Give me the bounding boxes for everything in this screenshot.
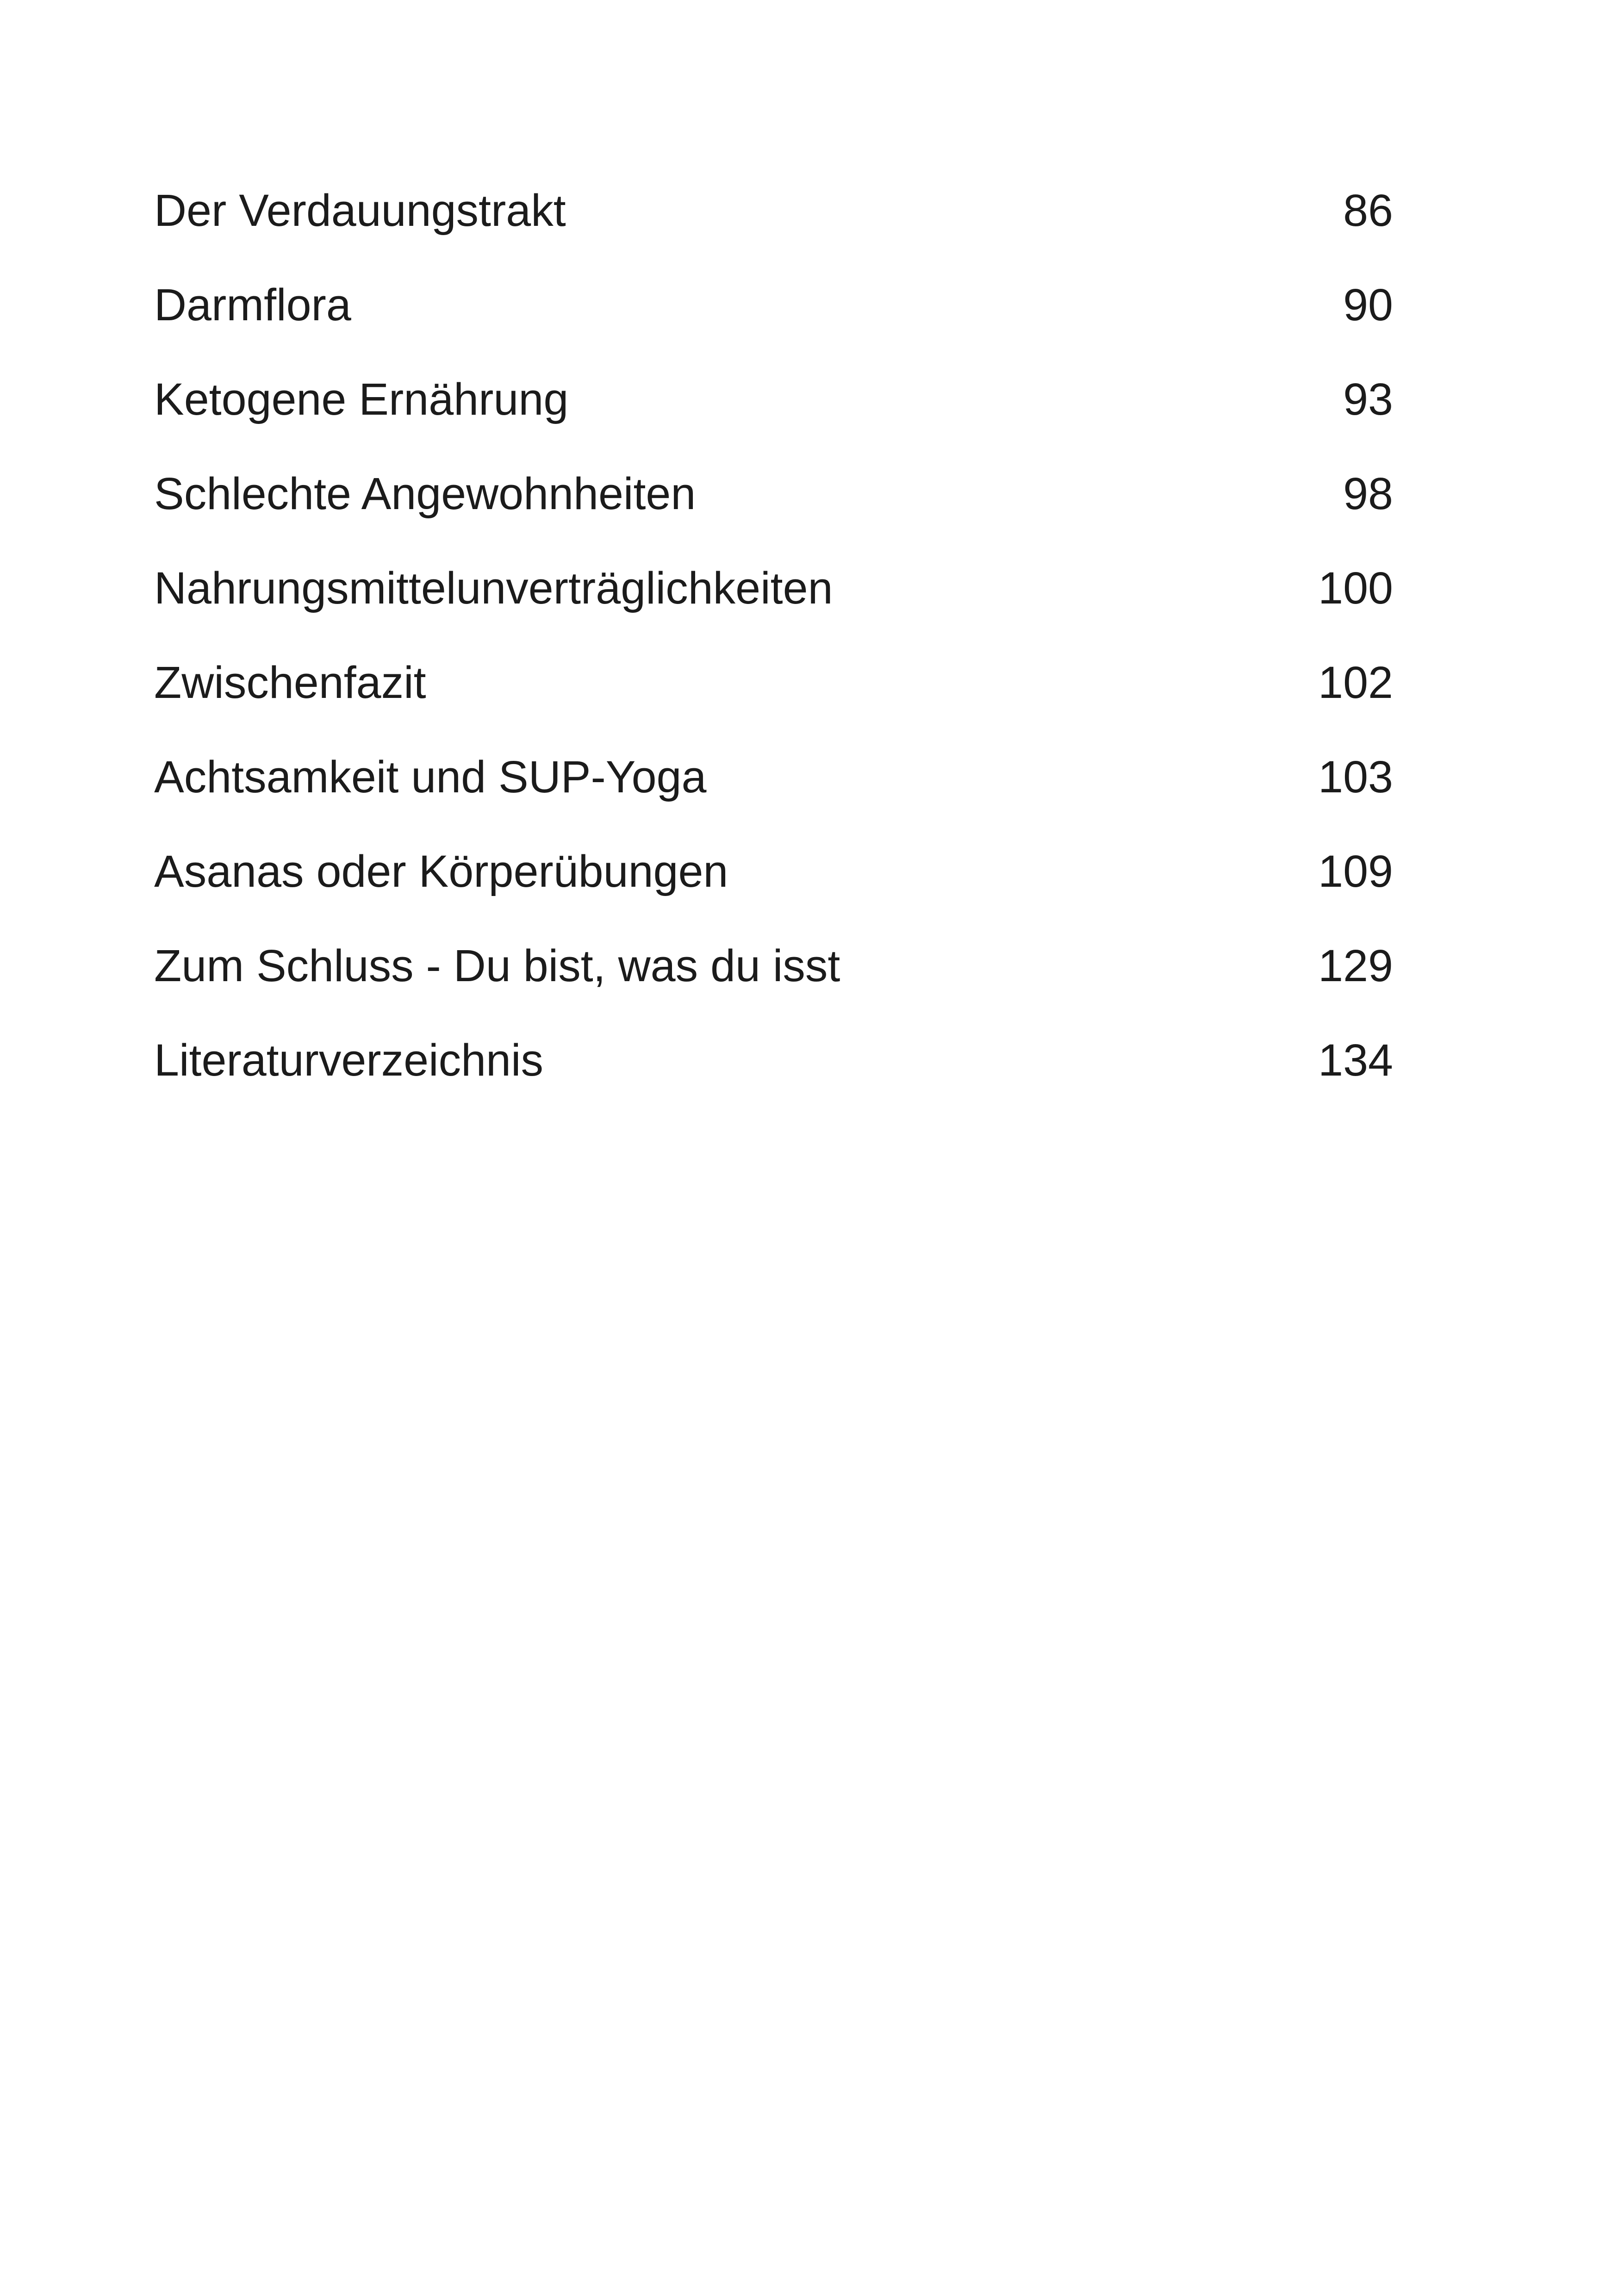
table-of-contents [154,171,1393,1115]
toc-entry-page-number: 103 [1318,752,1393,802]
toc-entry-title: Literaturverzeichnis [154,1035,544,1085]
toc-entry [154,832,1393,927]
toc-entry-title: Zwischenfazit [154,657,426,708]
toc-entry [154,171,1393,266]
toc-entry [154,1021,1393,1115]
toc-entry-page-number: 86 [1343,185,1393,236]
toc-entry [154,549,1393,643]
toc-entry [154,266,1393,360]
toc-entry-title: Der Verdauungstrakt [154,185,566,236]
toc-entry [154,454,1393,549]
toc-entry [154,927,1393,1021]
toc-entry-page-number: 93 [1343,374,1393,424]
toc-entry-title: Schlechte Angewohnheiten [154,468,696,519]
toc-entry [154,738,1393,832]
toc-entry-title: Darmflora [154,280,351,330]
toc-entry-page-number: 102 [1318,657,1393,708]
toc-entry [154,360,1393,454]
toc-entry-title: Ketogene Ernährung [154,374,569,424]
toc-entry-page-number: 134 [1318,1035,1393,1085]
toc-entry-page-number: 109 [1318,846,1393,896]
toc-entry-title: Achtsamkeit und SUP-Yoga [154,752,707,802]
toc-entry-title: Nahrungsmittelunverträglichkeiten [154,563,833,613]
toc-entry-title: Asanas oder Körperübungen [154,846,728,896]
toc-entry-title: Zum Schluss - Du bist, was du isst [154,940,840,991]
toc-entry-page-number: 100 [1318,563,1393,613]
toc-entry-page-number: 129 [1318,940,1393,991]
toc-entry-page-number: 90 [1343,280,1393,330]
toc-entry [154,643,1393,738]
toc-entry-page-number: 98 [1343,468,1393,519]
